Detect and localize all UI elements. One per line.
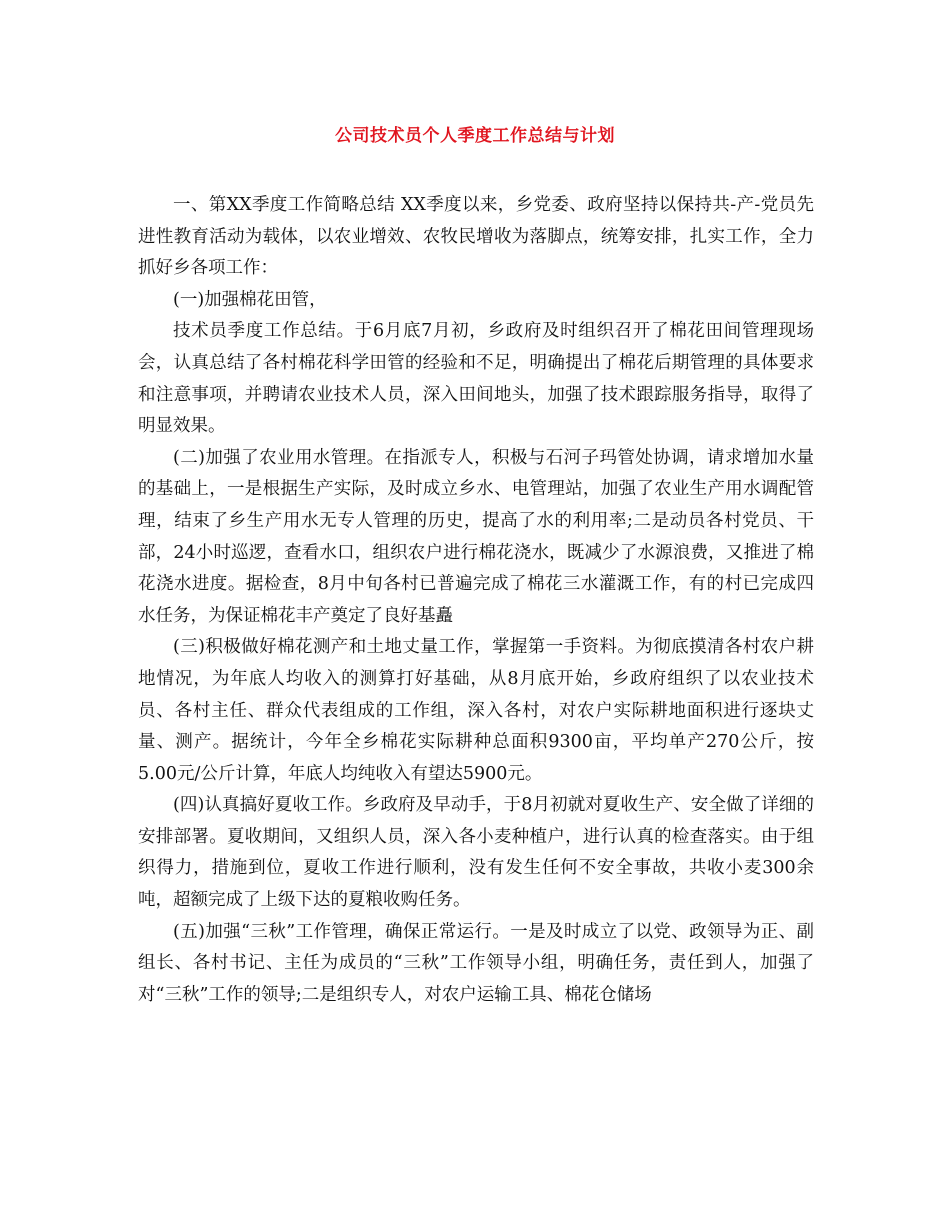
paragraph-section-5: (五)加强“三秋”工作管理，确保正常运行。一是及时成立了以党、政领导为正、副组长、各村书记、主任为成员的“三秋”工作领导小组，明确任务，责任到人，加强了对“三秋”工作的领导;二是组织专人，对农户运输工具、棉花仓储场 [138,921,814,1005]
paragraph-section-4: (四)认真搞好夏收工作。乡政府及早动手，于8月初就对夏收生产、安全做了详细的安排部署。夏收期间，又组织人员，深入各小麦种植户，进行认真的检查落实。由于组织得力，措施到位，夏收工作进行顺利，没有发生任何不安全事故，共收小麦300余吨，超额完成了上级下达的夏粮收购任务。 [138,795,814,911]
paragraph-section-1-heading: (一)加强棉花田管， [173,289,327,310]
document-body [138,190,814,1011]
document-title: 公司技术员个人季度工作总结与计划 [335,126,615,146]
paragraph-section-1-body: 技术员季度工作总结。于6月底7月初，乡政府及时组织召开了棉花田间管理现场会，认真总结了各村棉花科学田管的经验和不足，明确提出了棉花后期管理的具体要求和注意事项，并聘请农业技术人员，深入田间地头，加强了技术跟踪服务指导，取得了明显效果。 [138,321,814,437]
paragraph-section-2: (二)加强了农业用水管理。在指派专人，积极与石河子玛管处协调，请求增加水量的基础上，一是根据生产实际，及时成立乡水、电管理站，加强了农业生产用水调配管理，结束了乡生产用水无专人管理的历史，提高了水的利用率;二是动员各村党员、干部，24小时巡逻，查看水口，组织农户进行棉花浇水，既减少了水源浪费，又推进了棉花浇水进度。据检查，8月中旬各村已普遍完成了棉花三水灌溉工作，有的村已完成四水任务，为保证棉花丰产奠定了良好基矗 [138,447,814,626]
paragraph-intro: 一、第XX季度工作简略总结 XX季度以来，乡党委、政府坚持以保持共-产-党员先进性教育活动为载体，以农业增效、农牧民增收为落脚点，统筹安排，扎实工作，全力抓好乡各项工作： [138,195,814,279]
paragraph-section-3: (三)积极做好棉花测产和土地丈量工作，掌握第一手资料。为彻底摸清各村农户耕地情况，为年底人均收入的测算打好基础，从8月底开始，乡政府组织了以农业技术员、各村主任、群众代表组成的工作组，深入各村，对农户实际耕地面积进行逐块丈量、测产。据统计，今年全乡棉花实际耕种总面积9300亩，平均单产270公斤，按5.00元/公斤计算，年底人均纯收入有望达5900元。 [138,637,814,784]
